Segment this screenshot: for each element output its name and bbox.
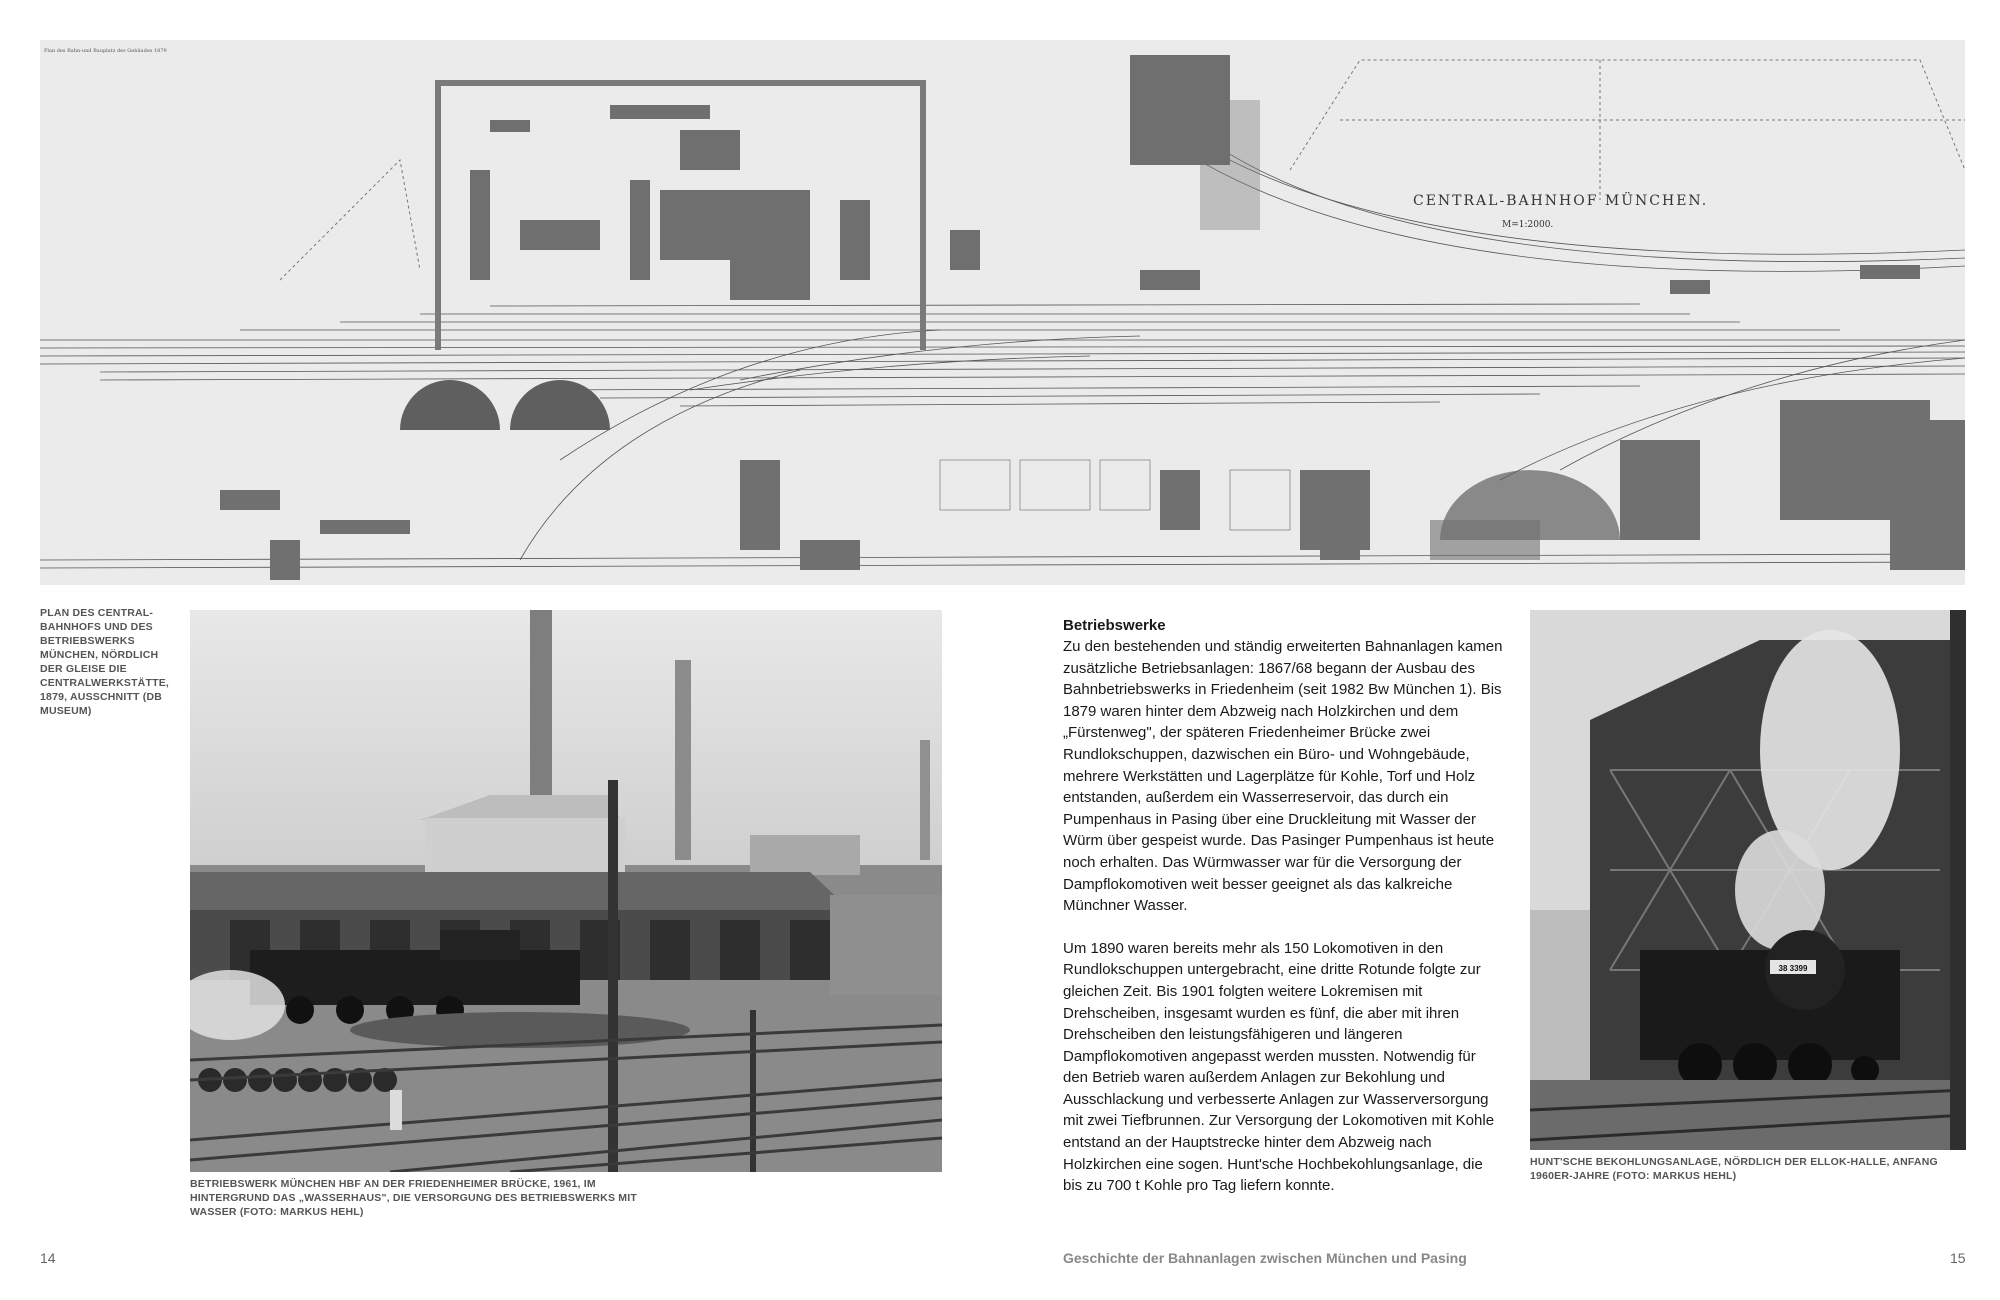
historic-railway-map [40,40,1965,585]
photo-betriebswerk-roundhouse [190,610,942,1172]
article-heading: Betriebswerke [1063,617,1166,634]
article-betriebswerke [1063,616,1503,1197]
photo-coaling-plant [1530,610,1966,1150]
map-corner-note: Plan des Bahn-und Bauplatz des Gebäudes 1879 [44,48,167,54]
article-paragraph: Zu den bestehenden und ständig erweiterten Bahnanlagen kamen zusätzliche Betriebsanlagen: 1867/68 begann der Ausbau des Bahnbetriebswerks in Friedenheim (seit 1982 Bw München 1). Bis 1879 waren hinter dem Abzweig nach Holzkirchen und dem „Fürstenweg", der späteren Friedenheimer Brücke zwei Rundlokschuppen, dazwischen ein Büro- und Wohngebäude, mehrere Werkstätten und Lagerplätze für Kohle, Torf und Holz entstanden, außerdem ein Wasserreservoir, das durch ein Pumpenhaus in Pasing über eine Druckleitung mit Wasser der Würm über gespeist wurde. Das Pasinger Pumpenhaus ist heute noch erhalten. Das Würmwasser war für die Versorgung der Dampflokomotiven weit besser geeignet als das kalkreiche Münchner Wasser. [1063,638,1503,915]
page-number-left: 14 [40,1250,56,1266]
map-drawing [40,40,1965,585]
photo-roundhouse-drawing [190,610,942,1172]
running-title: Geschichte der Bahnanlagen zwischen München und Pasing [1063,1250,1467,1266]
page-number-right: 15 [1950,1250,1966,1266]
map-title: CENTRAL-BAHNHOF MÜNCHEN. [1413,193,1709,209]
photo-coaling-drawing [1530,610,1966,1150]
photo-left-caption: BETRIEBSWERK MÜNCHEN HBF AN DER FRIEDENHEIMER BRÜCKE, 1961, IM HINTERGRUND DAS „WASSERHAUS", DIE VERSORGUNG DES BETRIEBSWERKS MIT WASSER (FOTO: MARKUS HEHL) [190,1178,637,1218]
map-scale: M=1:2000. [1502,220,1554,230]
photo-right-caption: HUNT'SCHE BEKOHLUNGSANLAGE, NÖRDLICH DER ELLOK-HALLE, ANFANG 1960ER-JAHRE (FOTO: MARKUS HEHL) [1530,1156,1938,1182]
locomotive-number-plate: 38 3399 [1778,964,1808,973]
map-caption: PLAN DES CENTRAL-BAHNHOFS UND DES BETRIEBSWERKS MÜNCHEN, NÖRDLICH DER GLEISE DIE CENTRALWERKSTÄTTE, 1879, AUSSCHNITT (DB MUSEUM) [40,607,170,717]
article-paragraph: Um 1890 waren bereits mehr als 150 Lokomotiven in den Rundlokschuppen untergebracht, eine dritte Rotunde folgte zur gleichen Zeit. Bis 1901 folgten weitere Lokremisen mit Drehscheiben, insgesamt wurden es fünf, die aber mit ihren Drehscheiben den leistungsfähigeren und längeren Dampflokomotiven angepasst werden mussten. Notwendig für den Betrieb waren außerdem Anlagen zur Bekohlung und Ausschlackung und verbesserte Anlagen zur Wasserversorgung mit zwei Tiefbrunnen. Zur Versorgung der Lokomotiven mit Kohle entstand an der Hauptstrecke hinter dem Abzweig nach Holzkirchen eine sogen. Hunt'sche Hochbekohlungsanlage, die bis zu 700 t Kohle pro Tag liefern konnte. [1063,939,1495,1195]
